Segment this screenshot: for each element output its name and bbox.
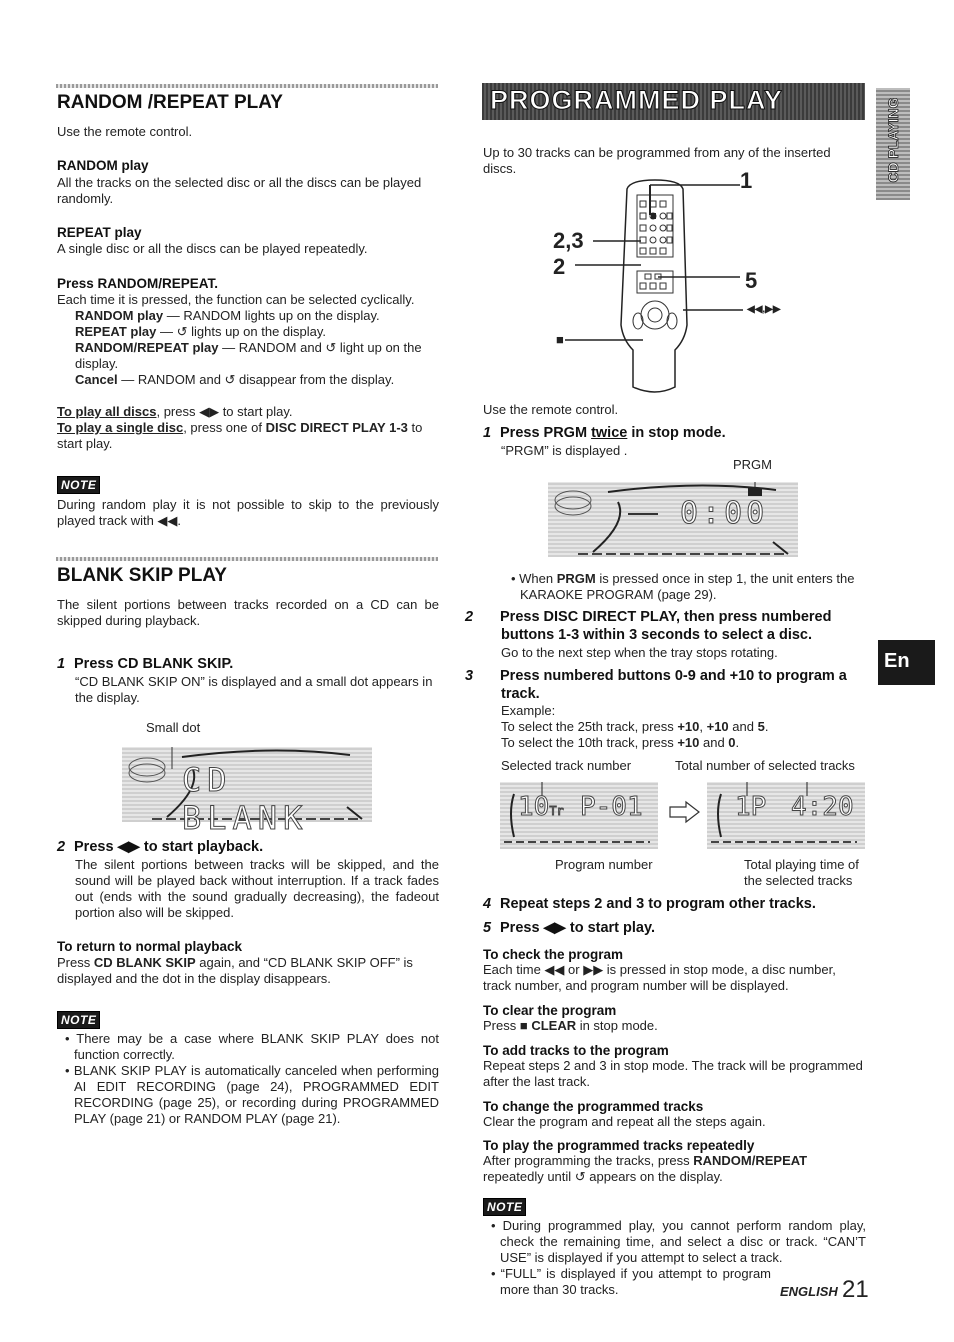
example-block: Example: To select the 25th track, press +10, +10 and 5. To select the 10th track, press +10 and 0. [501,703,769,750]
total-display [707,782,865,849]
prgm-step-1-text: “PRGM” is displayed . [501,443,628,458]
mode-item-repeat: REPEAT play — ↺ lights up on the display. [75,324,327,339]
track-lcd-number: 10Tr [518,792,564,822]
clear-heading: To clear the program [483,1003,617,1018]
repeat-text: After programming the tracks, press RANDOM/REPEAT repeatedly until ↺ appears on the display. [483,1153,808,1184]
side-tab-cd-playing: CD PLAYING [876,88,910,200]
press-random-repeat-text: Each time it is pressed, the function can be selected cyclically. [57,292,415,307]
prgm-display [548,482,798,557]
prgm-label: PRGM [733,457,772,472]
cd-blank-lcd-text: CD BLANK [182,761,309,837]
note-item: • During programmed play, you cannot perform random play, check the remaining time, and select a disc or track. “CAN’T USE” is displayed if you attempt to select a track. [491,1218,867,1265]
note-item: • BLANK SKIP PLAY is automatically canceled when performing AI EDIT RECORDING (page 24), PROGRAMMED EDIT RECORDING (page 25), or recording during PROGRAMMED PLAY (page 21) or RANDOM PLAY (page 21). [65,1063,439,1126]
random-repeat-title: RANDOM /REPEAT PLAY [57,92,283,113]
play-all-link: To play all discs [57,404,157,419]
programmed-play-title: PROGRAMMED PLAY [490,85,784,115]
check-heading: To check the program [483,947,624,962]
clear-text: Press ■ CLEAR in stop mode. [483,1018,658,1033]
repeat-play-text: A single disc or all the discs can be played repeatedly. [57,241,368,256]
prgm-bullet: • When PRGM is pressed once in step 1, the unit enters the KARAOKE PROGRAM (page 29). [511,571,855,602]
random-play-text: All the tracks on the selected disc or all the discs can be played randomly. [57,175,422,206]
note-badge: NOTE [483,1198,526,1216]
note-item: • There may be a case where BLANK SKIP PLAY does not function correctly. [65,1031,439,1062]
arrow-right-icon [668,800,702,824]
prgm-step-5: 5 Press ◀▶ to start play. [483,920,656,936]
programmed-intro: Up to 30 tracks can be programmed from any of the inserted discs. [483,145,831,176]
track-lcd-program: P-01 [580,792,643,822]
repeat-heading: To play the programmed tracks repeatedly [483,1138,755,1153]
program-number-label: Program number [555,857,653,872]
play-all-line: To play all discs, press ◀▶ to start play. [57,404,293,419]
blank-step-1: 1 Press CD BLANK SKIP. [57,656,234,672]
play-single-link: To play a single disc [57,420,184,435]
programmed-play-banner [482,83,865,120]
blank-step-2-text: The silent portions between tracks will be skipped, and the sound will be played back without interruption. If a track fades out (ends with the sound gradually decreasing), the fadeout portion also will be skipped. [75,857,439,920]
change-text: Clear the program and repeat all the steps again. [483,1114,766,1129]
track-display [500,782,658,849]
total-selected-label: Total number of selected tracks [675,758,855,773]
press-random-repeat-heading: Press RANDOM/REPEAT. [57,276,219,291]
blank-step-1-text: “CD BLANK SKIP ON” is displayed and a small dot appears in the display. [75,674,433,705]
prgm-step-2-text: Go to the next step when the tray stops rotating. [501,645,778,660]
total-lcd-time: 4:20 [791,792,854,822]
note-item: • “FULL” is displayed if you attempt to program more than 30 tracks. [491,1266,772,1297]
section-rule [56,84,438,88]
remote-control-diagram [545,175,795,400]
return-heading: To return to normal playback [57,939,243,954]
callout-5: 5 [745,268,758,293]
prgm-step-2: 2 Press DISC DIRECT PLAY, then press numbered buttons 1-3 within 3 seconds to select a disc. [465,609,832,643]
intro-text: Use the remote control. [57,124,193,139]
blank-skip-title: BLANK SKIP PLAY [57,565,227,586]
small-dot-label: Small dot [146,720,201,735]
mode-item-cancel: Cancel — RANDOM and ↺ disappear from the display. [75,372,395,387]
footer-language: ENGLISH [780,1284,838,1299]
prgm-step-3: 3 Press numbered buttons 0-9 and +10 to program a track. [465,668,847,702]
blank-skip-intro: The silent portions between tracks recorded on a CD can be skipped during playback. [57,597,439,628]
change-heading: To change the programmed tracks [483,1099,704,1114]
language-tab: En [878,640,935,685]
total-lcd-count: 1P [735,792,767,822]
random-play-heading: RANDOM play [57,158,149,173]
page-number: 21 [842,1276,869,1303]
callout-2-3: 2,3 [553,228,584,253]
check-text: Each time ◀◀ or ▶▶ is pressed in stop mode, a disc number, track number, and program number will be displayed. [483,962,836,993]
note-text: During random play it is not possible to skip to the previously played track with ◀◀. [57,497,439,528]
callout-stop: ■ [556,332,564,347]
mode-list [75,308,441,388]
play-single-line: To play a single disc, press one of DISC DIRECT PLAY 1-3 to start play. [57,420,423,451]
return-text: Press CD BLANK SKIP again, and “CD BLANK SKIP OFF” is displayed and the dot in the display disappears. [57,955,413,986]
prgm-step-4: 4 Repeat steps 2 and 3 to program other tracks. [483,896,816,912]
note-badge: NOTE [57,476,100,494]
blank-notes [57,1031,439,1127]
cd-blank-display [122,747,372,837]
section-rule [56,557,438,561]
blank-step-2: 2 Press ◀▶ to start playback. [57,839,264,855]
add-heading: To add tracks to the program [483,1043,669,1058]
prgm-step-1: 1 Press PRGM twice in stop mode. [483,425,726,441]
prgm-lcd-text: 0:00 [680,496,769,531]
mode-item-random: RANDOM play — RANDOM lights up on the display. [75,308,380,323]
repeat-play-heading: REPEAT play [57,225,142,240]
note-badge: NOTE [57,1011,100,1029]
callout-2: 2 [553,254,566,279]
callout-skip: ◀◀,▶▶ [747,304,781,315]
callout-1: 1 [740,168,753,193]
remote-caption: Use the remote control. [483,402,619,417]
mode-item-random-repeat: RANDOM/REPEAT play — RANDOM and ↺ light up on the display. [75,340,422,371]
total-time-label: Total playing time of the selected tracks [744,857,859,888]
selected-track-label: Selected track number [501,758,632,773]
add-text: Repeat steps 2 and 3 in stop mode. The track will be programmed after the last track. [483,1058,863,1089]
